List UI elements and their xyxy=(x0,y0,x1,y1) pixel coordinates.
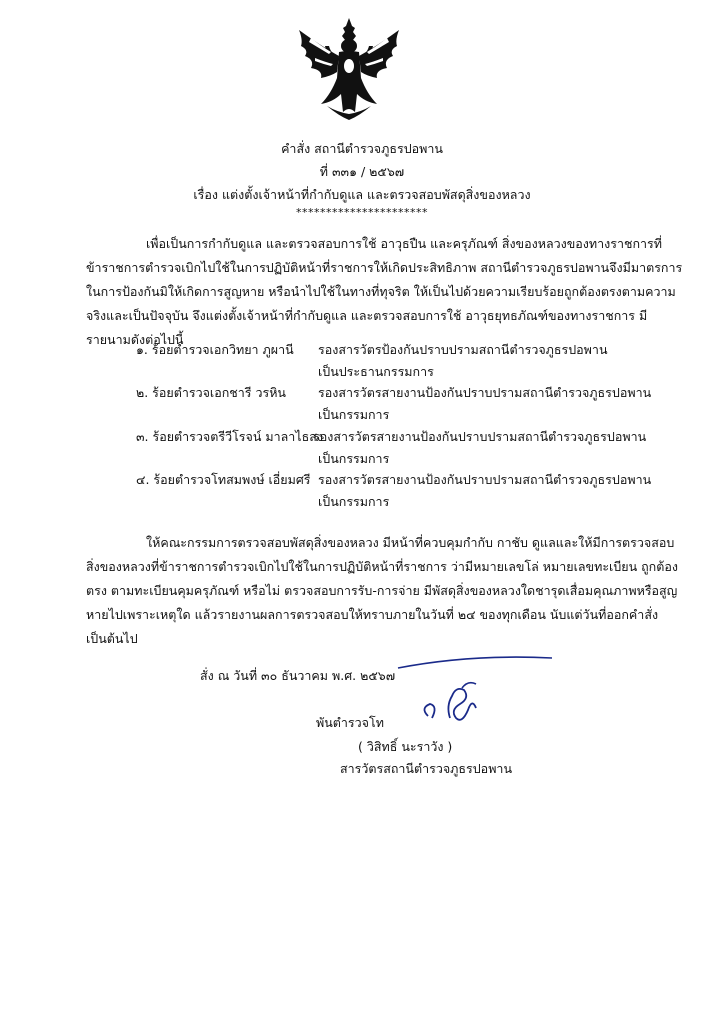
order-title: คำสั่ง สถานีตำรวจภูธรปอพาน xyxy=(281,141,443,156)
duty-line: สิ่งของหลวงที่ข้าราชการตำรวจเบิกไปใช้ในการปฏิบัติหน้าที่ราชการ ว่ามีหมายเลขโล่ หมายเลขทะเบียน ถูกต้อง xyxy=(86,559,678,574)
intro-line: ในการป้องกันมิให้เกิดการสูญหาย หรือนำไปใช้ในทางที่ทุจริต ให้เป็นไปด้วยความเรียบร้อยถูกต้องตรงตามความ xyxy=(86,284,676,299)
member-position: รองสารวัตรป้องกันปราบปรามสถานีตำรวจภูธรปอพาน xyxy=(318,342,608,357)
member-role: เป็นกรรมการ xyxy=(318,407,390,422)
member-name: ๑. ร้อยตำรวจเอกวิทยา ภูผานี xyxy=(136,342,294,357)
member-name: ๓. ร้อยตำรวจตรีวีโรจน์ มาลาไธสง xyxy=(136,429,323,444)
duty-line: เป็นต้นไป xyxy=(86,631,138,646)
order-date: สั่ง ณ วันที่ ๓๐ ธันวาคม พ.ศ. ๒๕๖๗ xyxy=(200,668,396,683)
signer-title: สารวัตรสถานีตำรวจภูธรปอพาน xyxy=(340,761,512,776)
signer-name: ( วิสิทธิ์ นะราวัง ) xyxy=(358,739,453,754)
intro-line: เพื่อเป็นการกำกับดูแล และตรวจสอบการใช้ อาวุธปืน และครุภัณฑ์ สิ่งของหลวงของทางราชการที่ xyxy=(146,236,663,251)
member-name: ๔. ร้อยตำรวจโทสมพงษ์ เอี่ยมศรี xyxy=(136,472,311,487)
duty-line: ตรง ตามทะเบียนคุมครุภัณฑ์ หรือไม่ ตรวจสอบการรับ-การจ่าย มีพัสดุสิ่งของหลวงใดชารุดเสื่อมคุณภาพหรือสูญ xyxy=(86,583,678,598)
member-role: เป็นกรรมการ xyxy=(318,451,390,466)
member-position: รองสารวัตรสายงานป้องกันปราบปรามสถานีตำรวจภูธรปอพาน xyxy=(318,385,652,400)
signer-rank: พันตำรวจโท xyxy=(316,715,384,730)
intro-line: ข้าราชการตำรวจเบิกไปใช้ในการปฏิบัติหน้าที่ราชการให้เกิดประสิทธิภาพ สถานีตำรวจภูธรปอพานจึงมีมาตรการ xyxy=(86,260,683,275)
member-position: รองสารวัตรสายงานป้องกันปราบปรามสถานีตำรวจภูธรปอพาน xyxy=(313,429,647,444)
intro-paragraph xyxy=(86,232,683,352)
intro-line: จริงและเป็นปัจจุบัน จึงแต่งตั้งเจ้าหน้าที่กำกับดูแล และตรวจสอบการใช้ อาวุธยุทธภัณฑ์ของทางราชการ มี xyxy=(86,308,648,323)
duty-paragraph xyxy=(86,531,678,651)
separator-stars: ********************** xyxy=(296,206,428,219)
order-number: ที่ ๓๓๑ / ๒๕๖๗ xyxy=(319,164,405,179)
duty-line: ให้คณะกรรมการตรวจสอบพัสดุสิ่งของหลวง มีหน้าที่ควบคุมกำกับ กาชับ ดูแลและให้มีการตรวจสอบ xyxy=(146,535,675,550)
member-role: เป็นประธานกรรมการ xyxy=(318,364,434,379)
intro-line: รายนามดังต่อไปนี้ xyxy=(86,332,184,347)
handwritten-signature xyxy=(380,648,560,738)
member-name: ๒. ร้อยตำรวจเอกชารี วรหิน xyxy=(136,385,286,400)
member-position: รองสารวัตรสายงานป้องกันปราบปรามสถานีตำรวจภูธรปอพาน xyxy=(318,472,652,487)
duty-line: หายไปเพราะเหตุใด แล้วรายงานผลการตรวจสอบให้ทราบภายในวันที่ ๒๔ ของทุกเดือน นับแต่วันที่ออกคำสั่ง xyxy=(86,607,659,622)
garuda-emblem-icon xyxy=(291,16,407,124)
order-subject: เรื่อง แต่งตั้งเจ้าหน้าที่กำกับดูแล และตรวจสอบพัสดุสิ่งของหลวง xyxy=(193,187,531,202)
member-role: เป็นกรรมการ xyxy=(318,494,390,509)
